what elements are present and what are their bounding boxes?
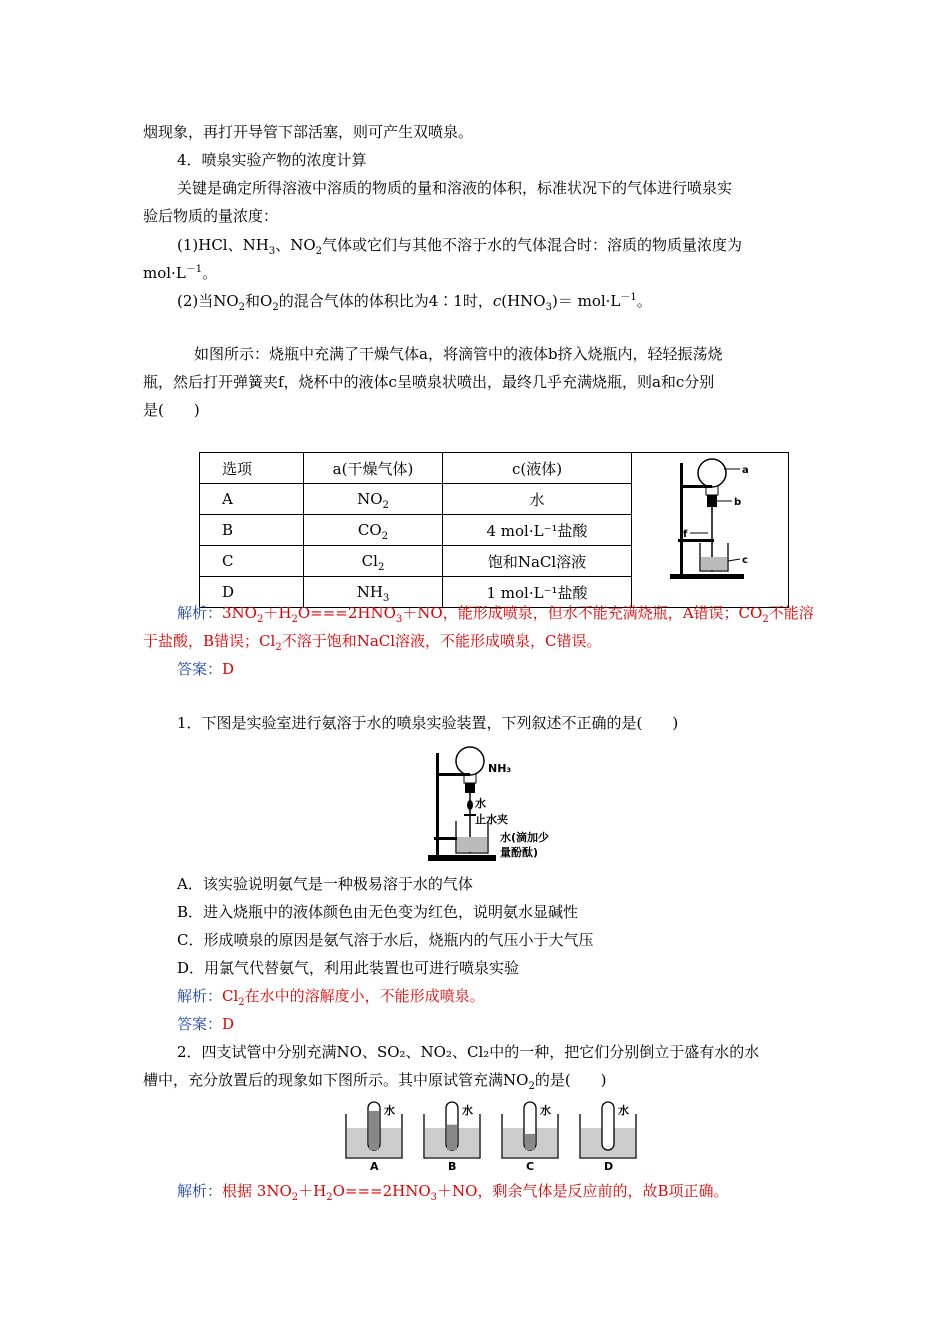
tube-letter: C [526, 1160, 535, 1173]
table-cell: $CO_2$ [304, 515, 443, 546]
table-cell: 水 [443, 484, 632, 515]
table-header: a(干燥气体) [304, 453, 443, 484]
tube-letter: A [370, 1160, 379, 1173]
analysis-line: 解析：$Cl_2$在水中的溶解度小，不能形成喷泉。 [177, 987, 485, 1008]
paragraph-line: 验后物质的量浓度： [143, 207, 279, 225]
fountain-apparatus-figure [632, 453, 788, 603]
table-cell: $NO_2$ [304, 484, 443, 515]
paragraph-line: (1)HCl、$NH_3$、$NO_2$气体或它们与其他不溶于水的气体混合时：溶质的物质量浓度为 [177, 236, 743, 257]
options-table [199, 452, 789, 608]
answer-line: 答案：D [177, 660, 235, 678]
example-text: 是( ) [143, 401, 200, 419]
table-cell: A [200, 484, 304, 515]
label-water: 水 [384, 1104, 395, 1117]
table-cell: $NH_3$ [304, 577, 443, 608]
test-tube [602, 1102, 614, 1150]
question-stem: 1．下图是实验室进行氨溶于水的喷泉实验装置，下列叙述不正确的是( ) [177, 714, 679, 732]
paragraph-line: $mol\cdot L^{-1}$。 [143, 264, 218, 282]
table-cell: D [200, 577, 304, 608]
analysis-line: 解析：根据 $3NO_2+H_2O===2HNO_3+NO$，剩余气体是反应前的，故B项正确。 [177, 1182, 729, 1203]
tube-liquid [369, 1111, 379, 1150]
label-beaker-1: 水(滴加少 [500, 831, 550, 844]
label-clip: 止水夹 [475, 813, 508, 826]
example-text: 瓶，然后打开弹簧夹f，烧杯中的液体c呈喷泉状喷出，最终几乎充满烧瓶，则a和c分别 [143, 373, 715, 391]
tube-letter: D [604, 1160, 614, 1173]
table-cell: 4 mol·L⁻¹盐酸 [443, 515, 632, 546]
test-tubes-figure [340, 1098, 640, 1172]
question-stem: 槽中，充分放置后的现象如下图所示。其中原试管充满$NO_2$的是( ) [143, 1071, 607, 1092]
option-c: C．形成喷泉的原因是氨气溶于水后，烧瓶内的气压小于大气压 [177, 931, 594, 949]
label-b: b [734, 497, 742, 508]
answer-line: 答案：D [177, 1015, 235, 1033]
table-header: 选项 [200, 453, 304, 484]
label-a: a [742, 465, 749, 476]
label-beaker-2: 量酚酞) [500, 846, 539, 859]
ammonia-fountain-figure [428, 745, 558, 867]
tube-liquid [447, 1125, 457, 1150]
analysis-line: 于盐酸，B错误；$Cl_2$不溶于饱和NaCl溶液，不能形成喷泉，C错误。 [143, 632, 602, 653]
table-cell: B [200, 515, 304, 546]
tube-letter: B [448, 1160, 457, 1173]
question-stem: 2．四支试管中分别充满NO、SO₂、NO₂、Cl₂中的一种，把它们分别倒立于盛有水的水 [177, 1043, 760, 1061]
label-water: 水 [475, 797, 486, 810]
table-cell: C [200, 546, 304, 577]
label-water: 水 [618, 1104, 629, 1117]
tube-liquid [525, 1134, 535, 1150]
table-cell: 饱和NaCl溶液 [443, 546, 632, 577]
table-cell: 1 mol·L⁻¹盐酸 [443, 577, 632, 608]
paragraph-line: 关键是确定所得溶液中溶质的物质的量和溶液的体积，标准状况下的气体进行喷泉实 [177, 179, 733, 197]
paragraph-line: (2)当$NO_2$和$O_2$的混合气体的体积比为4∶1时，$c(HNO_3)= mol\cdot L^{-1}$。 [177, 292, 652, 313]
apparatus-figure-cell [632, 453, 789, 608]
label-f: f [683, 529, 688, 540]
label-c: c [742, 555, 748, 566]
option-b: B．进入烧瓶中的液体颜色由无色变为红色，说明氨水显碱性 [177, 903, 579, 921]
section-heading: 4．喷泉实验产物的浓度计算 [177, 151, 367, 169]
paragraph-line: 烟现象，再打开导管下部活塞，则可产生双喷泉。 [143, 123, 474, 141]
option-a: A．该实验说明氨气是一种极易溶于水的气体 [177, 875, 473, 893]
table-header: c(液体) [443, 453, 632, 484]
label-water: 水 [462, 1104, 473, 1117]
example-text: 如图所示：烧瓶中充满了干燥气体a，将滴管中的液体b挤入烧瓶内，轻轻振荡烧 [194, 345, 723, 363]
table-cell: $Cl_2$ [304, 546, 443, 577]
analysis-line: 解析：$3NO_2+H_2O===2HNO_3+NO$，能形成喷泉，但水不能充满烧瓶，A错误；$CO_2$不能溶 [177, 604, 814, 625]
option-d: D．用氯气代替氨气，利用此装置也可进行喷泉实验 [177, 959, 520, 977]
label-water: 水 [540, 1104, 551, 1117]
label-nh3: NH₃ [488, 762, 512, 775]
